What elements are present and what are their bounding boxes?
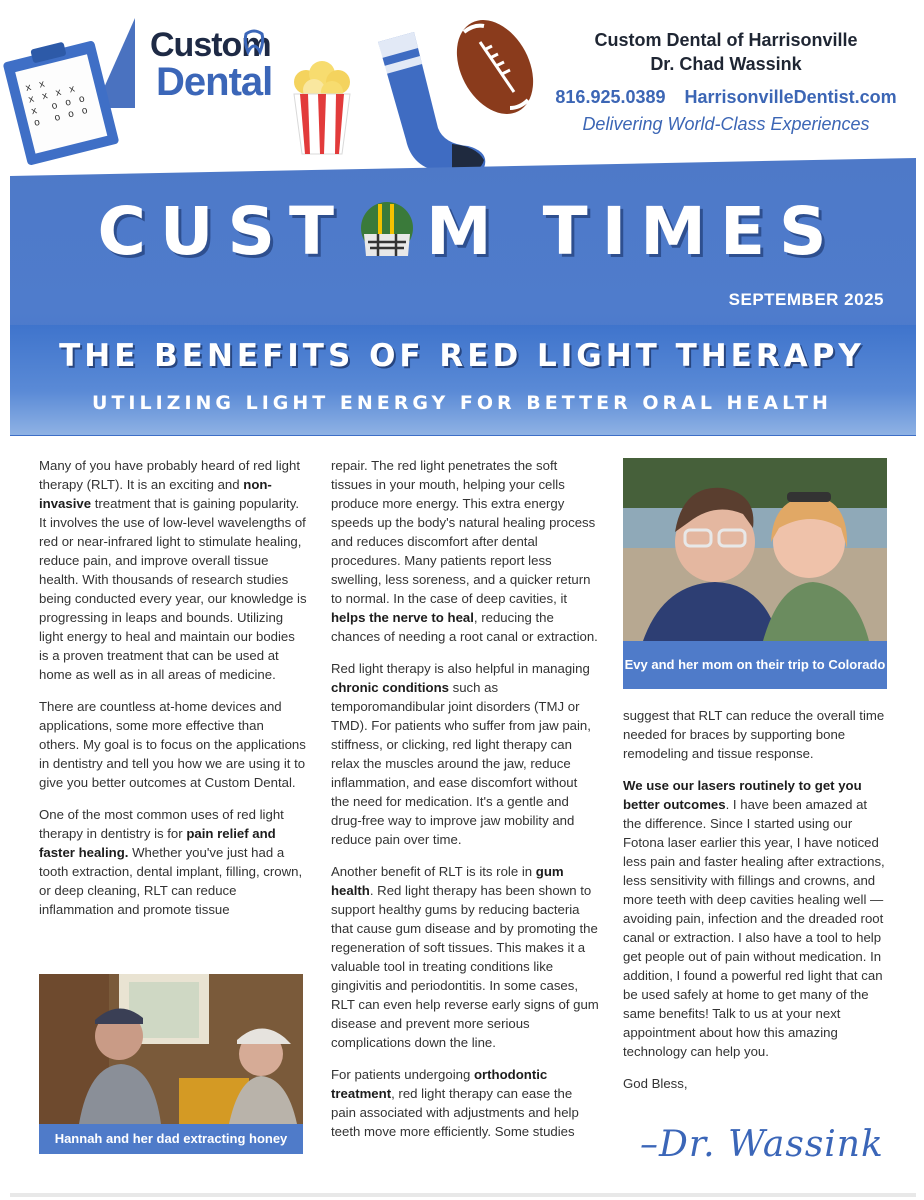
text: , red light therapy can ease the pain associated with adjustments and help teeth move more efficiently. Some studies xyxy=(331,1086,579,1139)
photo-evy-and-mom xyxy=(623,458,887,641)
masthead-title-right: M TIMES xyxy=(426,192,841,270)
paragraph: There are countless at-home devices and applications, some more effective than others. My goal is to focus on the applications in dentistry and tell you how we are using it to give you better outcomes at Custom Dental. xyxy=(39,699,306,790)
paragraph xyxy=(331,862,599,1052)
phone-number[interactable]: 816.925.0389 xyxy=(555,87,666,107)
doctor-name: Dr. Chad Wassink xyxy=(650,54,802,74)
paragraph xyxy=(39,456,307,684)
website-link[interactable]: HarrisonvilleDentist.com xyxy=(684,87,897,107)
practice-name: Custom Dental of Harrisonville xyxy=(594,30,858,50)
text: , reducing the chances of needing a root canal or extraction. xyxy=(331,610,598,644)
article-body xyxy=(10,436,916,1196)
popcorn-icon xyxy=(286,60,358,156)
masthead-title-left: CUST xyxy=(97,192,349,270)
bold-text: pain relief and faster healing. xyxy=(39,826,276,860)
paragraph: suggest that RLT can reduce the overall time needed for braces by supporting bone remodeling and tissue response. xyxy=(623,708,885,761)
text: repair. The red light penetrates the soft tissues in your mouth, helping your cells produce more energy. This extra energy speeds up the body's natural healing process and reduces discomfort after dental procedures. Many patients report less swelling, less soreness, and a quicker return to normal. In the case of deep cavities, it xyxy=(331,458,596,606)
bold-text: helps the nerve to heal xyxy=(331,610,474,625)
column-3 xyxy=(623,706,889,1106)
photo-illustration xyxy=(623,458,887,641)
bold-text: chronic conditions xyxy=(331,680,449,695)
article-subheadline: UTILIZING LIGHT ENERGY FOR BETTER ORAL HEALTH xyxy=(92,392,832,414)
text: For patients undergoing xyxy=(331,1067,474,1082)
paragraph xyxy=(623,776,889,1061)
text: One of the most common uses of red light therapy in dentistry is for xyxy=(39,807,284,841)
masthead-title xyxy=(34,192,904,270)
paragraph xyxy=(331,1065,599,1141)
text: Another benefit of RLT is its role in xyxy=(331,864,536,879)
custom-dental-logo xyxy=(150,26,280,106)
text: treatment that is gaining popularity. It involves the use of low-level wavelengths of red or near-infrared light to stimulate healing, reduce pain, and improve overall tissue health. With thousands of research studies being conducted every year, our knowledge is progressing in leaps and bounds. Utilizing light energy to heal and maintain our bodies is a proven treatment that can be used at home as well as in all areas of medicine. xyxy=(39,496,307,682)
bold-text: We use our lasers routinely to get you better outcomes xyxy=(623,778,862,812)
photo-caption: Hannah and her dad extracting honey xyxy=(39,1124,303,1154)
logo-word-custom: Custom xyxy=(150,26,271,64)
photo-hannah-and-dad xyxy=(39,974,303,1124)
football-helmet-icon xyxy=(354,198,420,264)
text: such as temporomandibular joint disorders (TMJ or TMD). For patients who suffer from jaw pain, stiffness, or clicking, red light therapy can relax the muscles around the jaw, reduce inflammation, and ease discomfort without the need for medication. It's a gentle and drug-free way to improve jaw mobility and reduce pain over time. xyxy=(331,680,591,847)
column-1 xyxy=(39,456,307,932)
bold-text: gum health xyxy=(331,864,564,898)
tooth-icon xyxy=(240,28,268,56)
paragraph xyxy=(39,805,307,919)
signature: –Dr. Wassink xyxy=(640,1124,884,1165)
bold-text: orthodontic treatment xyxy=(331,1067,548,1101)
bold-text: non-invasive xyxy=(39,477,272,511)
article-headline: THE BENEFITS OF RED LIGHT THERAPY xyxy=(59,338,865,374)
issue-date: SEPTEMBER 2025 xyxy=(728,290,884,309)
paragraph xyxy=(331,659,599,849)
text: Many of you have probably heard of red light therapy (RLT). It is an exciting and xyxy=(39,458,300,492)
photo-illustration xyxy=(39,974,303,1124)
tagline: Delivering World-Class Experiences xyxy=(582,114,870,134)
football-icon xyxy=(450,12,540,122)
contact-block xyxy=(540,28,912,136)
paragraph xyxy=(331,456,599,646)
closing-line: God Bless, xyxy=(623,1076,688,1091)
text: Red light therapy is also helpful in managing xyxy=(331,661,590,676)
bottom-frame xyxy=(10,1193,916,1197)
text: . I have been amazed at the difference. Since I started using our Fotona laser earlier this year, I have noticed less pain and faster healing after extractions, less sensitivity with fillings and crowns, and more teeth with deep cavities healing well — avoiding pain, infection and the dreaded root canal or extraction. I also have a tool to help get people out of pain without medication. In addition, I found a powerful red light that can be used safely at home to get many of the same benefits! Talk to us at your next appointment about how this amazing technology can help you. xyxy=(623,797,885,1059)
logo-word-dental: Dental xyxy=(156,60,273,104)
photo-caption: Evy and her mom on their trip to Colorado xyxy=(623,641,887,689)
text: Whether you've just had a tooth extraction, dental implant, filling, crown, or deep cleaning, RLT can reduce inflammation and promote tissue xyxy=(39,845,303,917)
column-2 xyxy=(331,456,599,1154)
text: . Red light therapy has been shown to support healthy gums by reducing bacteria that cause gum disease and by promoting the regeneration of soft tissues. This makes it a valuable tool in treating conditions like gingivitis and periodontitis. In some cases, RLT can even help reverse early signs of gum disease and prevent more serious complications down the line. xyxy=(331,883,599,1050)
phone-and-website xyxy=(540,86,912,108)
play-diagram: x x x x x x x o o o o o o o xyxy=(24,79,91,130)
